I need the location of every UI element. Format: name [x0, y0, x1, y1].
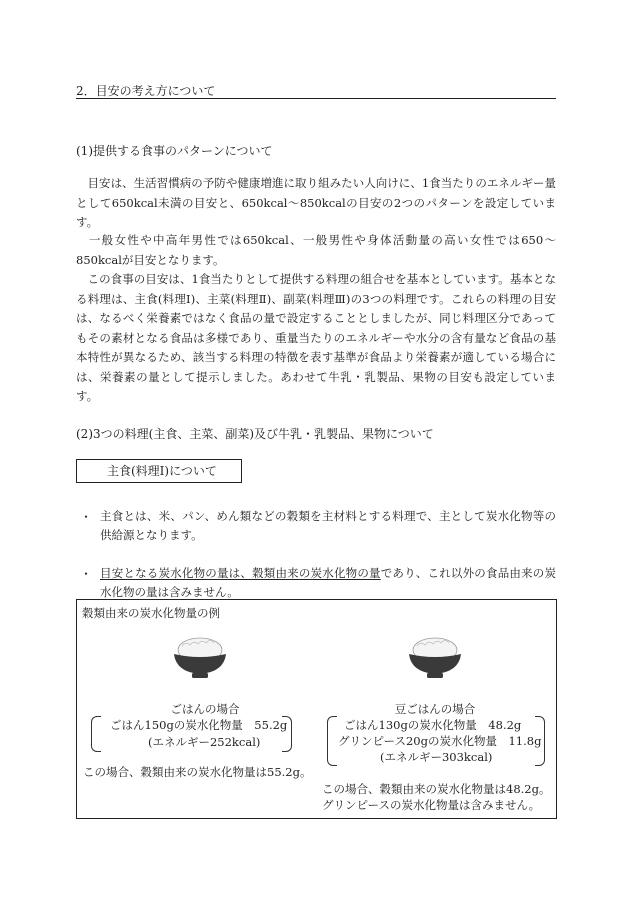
- bullet-text-2-rest: であり、これ以外の食品由来の炭水化物の量は含みません。: [100, 566, 556, 599]
- paragraph-3: この食事の目安は、1食当たりとして提供する料理の組合せを基本としています。基本となる料理は、主食(料理Ⅰ)、主菜(料理Ⅱ)、副菜(料理Ⅲ)の3つの料理です。これらの料理の目安は、なるべく栄養素ではなく食品の量で設定することとしましたが、同じ料理区分であってもその素材となる食品は多様であり、重量当たりのエネルギーや水分の含有量など食品の基本特性が異なるため、該当する料理の特徴を表す基準が食品より栄養素が適している場合には、栄養素の量として提示しました。あわせて牛乳・乳製品、果物の目安も設定しています。: [76, 272, 556, 403]
- bullet-mark: ・: [80, 567, 93, 581]
- bullet-mark: ・: [80, 510, 93, 524]
- rice-carb-line: ごはん150gの炭水化物量 55.2g: [110, 718, 288, 732]
- section-title: 2．目安の考え方について: [76, 84, 216, 98]
- rice-conclusion: この場合、穀類由来の炭水化物量は55.2g。: [83, 765, 312, 779]
- bean-rice-carb-line: ごはん130gの炭水化物量 48.2g: [344, 718, 522, 732]
- bean-rice-conclusion-2: グリンピースの炭水化物量は含みません。: [322, 798, 541, 812]
- left-bracket: [327, 716, 337, 766]
- subsection-title-meal-pattern: (1)提供する食事のパターンについて: [76, 144, 273, 158]
- staple-food-label-box: 主食(料理Ⅰ)について: [76, 459, 242, 483]
- underlined-phrase: 目安となる炭水化物の量は、穀類由来の炭水化物の量: [100, 566, 381, 580]
- green-pea-carb-line: グリンピース20gの炭水化物量 11.8g: [338, 734, 542, 748]
- subsection-title-three-dishes: (2)3つの料理(主食、主菜、副菜)及び牛乳・乳製品、果物について: [76, 427, 434, 441]
- case-title-rice: ごはんの場合: [170, 702, 240, 716]
- rice-bowl-icon: [170, 632, 230, 682]
- rice-bowl-icon: [405, 632, 465, 682]
- paragraph-2: 一般女性や中高年男性では650kcal、一般男性や身体活動量の高い女性では650～850kcalが目安となります。: [76, 233, 556, 267]
- bean-rice-energy-line: (エネルギー303kcal): [380, 750, 493, 764]
- bullet-text-2: [100, 564, 556, 602]
- case-title-bean-rice: 豆ごはんの場合: [394, 702, 476, 716]
- example-title: 穀類由来の炭水化物量の例: [82, 606, 220, 620]
- paragraph-1: 目安は、生活習慣病の予防や健康増進に取り組みたい人向けに、1食当たりのエネルギー量として650kcal未満の目安と、650kcal～850kcalの目安の2つのパターンを設定しています。: [76, 176, 556, 229]
- rice-energy-line: (エネルギー252kcal): [148, 735, 261, 749]
- bullet-text-1: 主食とは、米、パン、めん類などの穀類を主材料とする料理で、主として炭水化物等の供給源となります。: [100, 509, 556, 542]
- section-underline: [76, 98, 556, 99]
- bean-rice-conclusion-1: この場合、穀類由来の炭水化物量は48.2g。: [322, 782, 551, 796]
- left-bracket: [91, 716, 101, 752]
